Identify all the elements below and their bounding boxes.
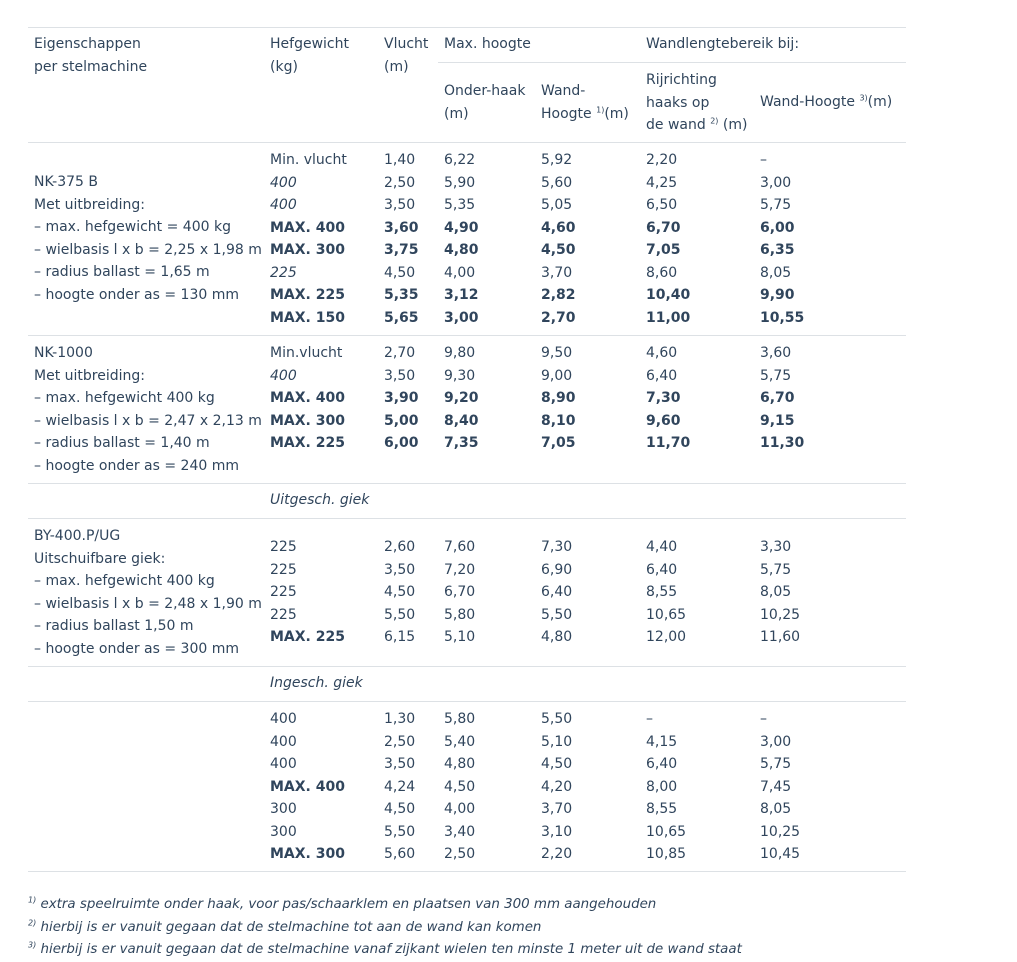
header-direction: Rijrichting haaks op de wand $^{2)}$ (m) [646,72,748,133]
header-max-height: Max. hoogte [444,36,531,52]
table-cell: 6,40 [646,756,678,772]
table-cell: 4,50 [384,584,416,600]
table-cell: 4,15 [646,733,678,750]
table-cell: 6,40 [646,561,678,578]
table-cell: 8,05 [760,584,792,600]
subheader-divider [438,62,906,63]
table-cell: 400 [270,711,297,727]
table-cell: 3,00 [760,733,792,750]
table-cell: 11,60 [760,629,801,645]
label-retracted-boom: Ingesch. giek [270,675,363,691]
table-cell: 5,75 [760,367,792,384]
table-cell: 6,22 [444,152,476,168]
table-cell: 225 [270,561,297,578]
table-cell: 5,10 [444,629,476,645]
table-cell: 12,00 [646,629,687,645]
table-cell: MAX. 400 [270,390,345,406]
table-cell: 8,10 [541,412,576,429]
table-cell: 300 [270,823,297,840]
table-cell: 9,20 [444,390,479,406]
table-cell: 5,60 [384,846,416,862]
table-cell: 5,65 [384,309,419,326]
table-cell: 2,50 [444,846,476,862]
table-cell: 3,90 [384,390,419,406]
table-cell: MAX. 400 [270,778,345,795]
header-wall-range-height: Wand-Hoogte $^{3)}$(m) [760,93,893,110]
table-cell: 3,30 [760,539,792,555]
table-cell: 3,00 [444,309,479,326]
table-cell: 300 [270,801,297,817]
table-cell: 3,50 [384,561,416,578]
section-divider [28,518,906,519]
table-cell: 8,40 [444,412,479,429]
section-divider [28,335,906,336]
label-extended-boom: Uitgesch. giek [270,492,370,508]
table-cell: – [646,711,653,727]
table-cell: 4,50 [541,242,576,258]
table-cell: 6,40 [646,367,678,384]
table-cell: MAX. 300 [270,846,345,862]
table-cell: 4,20 [541,778,573,795]
table-cell: 225 [270,606,297,623]
section-divider [28,666,906,667]
table-cell: 4,80 [444,756,476,772]
header-wall-range: Wandlengtebereik bij: [646,36,800,52]
header-weight: Hefgewicht (kg) [270,36,349,75]
table-cell: 6,00 [760,219,795,236]
table-cell: MAX. 150 [270,309,345,326]
table-cell: 8,90 [541,390,576,406]
header-bottom-border [28,142,906,143]
machine-properties-nk-375b: NK-375 B Met uitbreiding: – max. hefgewicht = 400 kg – wielbasis l x b = 2,25 x 1,98 m – radius ballast = 1,65 m – hoogte onder as = 130 mm [34,174,262,303]
table-cell: 3,75 [384,242,419,258]
table-cell: 6,90 [541,561,573,578]
table-cell: 4,40 [646,539,678,555]
table-cell: 6,35 [760,242,795,258]
table-cell: 3,60 [760,345,792,361]
table-cell: 8,55 [646,801,678,817]
table-cell: 3,00 [760,174,792,191]
table-cell: 4,80 [444,242,479,258]
table-cell: 7,05 [541,435,576,451]
table-cell: 10,55 [760,309,805,326]
table-cell: 6,70 [646,219,681,236]
table-cell: 6,70 [444,584,476,600]
table-cell: 5,60 [541,174,573,191]
table-cell: 5,00 [384,412,419,429]
table-cell: 5,50 [541,711,573,727]
table-cell: 6,50 [646,197,678,213]
table-cell: 2,60 [384,539,416,555]
table-cell: 225 [270,264,297,281]
table-cell: 4,24 [384,778,416,795]
table-cell: 9,90 [760,287,795,303]
table-cell: 1,30 [384,711,416,727]
table-cell: 4,90 [444,219,479,236]
table-cell: 4,50 [384,801,416,817]
table-cell: 7,30 [541,539,573,555]
table-cell: – [760,711,767,727]
table-cell: 4,25 [646,174,678,191]
table-cell: 4,50 [384,264,416,281]
table-cell: 9,00 [541,367,573,384]
table-cell: 5,90 [444,174,476,191]
table-cell: 4,80 [541,629,573,645]
table-cell: 400 [270,174,297,191]
table-cell: 10,45 [760,846,801,862]
table-cell: 6,00 [384,435,419,451]
table-cell: 4,00 [444,801,476,817]
table-cell: 400 [270,756,297,772]
table-cell: 8,60 [646,264,678,281]
table-cell: 7,20 [444,561,476,578]
table-cell: 400 [270,733,297,750]
table-cell: 6,15 [384,629,416,645]
table-cell: 5,35 [444,197,476,213]
table-cell: MAX. 225 [270,629,345,645]
header-properties: Eigenschappen per stelmachine [34,36,148,75]
table-cell: 11,30 [760,435,805,451]
table-cell: 4,60 [646,345,678,361]
table-cell: 4,50 [541,756,573,772]
table-cell: 7,30 [646,390,681,406]
table-cell: 8,05 [760,264,792,281]
table-top-border [28,27,906,28]
table-cell: 8,00 [646,778,678,795]
table-cell: 10,65 [646,823,687,840]
table-cell: 5,50 [384,606,416,623]
table-cell: 6,70 [760,390,795,406]
table-cell: 3,40 [444,823,476,840]
table-cell: 5,75 [760,561,792,578]
table-cell: 6,40 [541,584,573,600]
table-cell: 5,50 [541,606,573,623]
table-cell: – [760,152,767,168]
table-cell: 9,30 [444,367,476,384]
table-cell: 5,05 [541,197,573,213]
table-cell: 9,60 [646,412,681,429]
table-cell: MAX. 300 [270,412,345,429]
table-cell: 2,70 [384,345,416,361]
table-cell: 5,50 [384,823,416,840]
table-cell: 9,15 [760,412,795,429]
table-cell: 11,00 [646,309,691,326]
table-cell: 1,40 [384,152,416,168]
table-cell: 8,05 [760,801,792,817]
table-cell: 10,40 [646,287,691,303]
table-cell: 11,70 [646,435,691,451]
table-cell: 2,20 [541,846,573,862]
table-cell: 225 [270,539,297,555]
table-cell: 7,60 [444,539,476,555]
footnote-1: $^{1)}$ extra speelruimte onder haak, voor pas/schaarklem en plaatsen van 300 mm aangehouden [28,895,657,912]
footnote-3: $^{3)}$ hierbij is er vanuit gegaan dat de stelmachine vanaf zijkant wielen ten minste 1 meter uit de wand staat [28,940,742,957]
table-cell: MAX. 400 [270,219,345,236]
table-cell: 4,00 [444,264,476,281]
table-cell: 3,12 [444,287,479,303]
table-cell: 3,10 [541,823,573,840]
table-cell: 3,50 [384,367,416,384]
table-cell: 10,85 [646,846,687,862]
table-cell: 9,50 [541,345,573,361]
table-cell: MAX. 225 [270,287,345,303]
table-cell: Min.vlucht [270,345,343,361]
table-cell: 3,70 [541,264,573,281]
table-cell: 8,55 [646,584,678,600]
table-cell: 4,50 [444,778,476,795]
footnote-2: $^{2)}$ hierbij is er vanuit gegaan dat de stelmachine tot aan de wand kan komen [28,918,542,935]
table-cell: 5,75 [760,197,792,213]
machine-properties-by-400: BY-400.P/UG Uitschuifbare giek: – max. hefgewicht 400 kg – wielbasis l x b = 2,48 x 1,90 m – radius ballast 1,50 m – hoogte onder as = 300 mm [34,528,262,657]
table-cell: MAX. 300 [270,242,345,258]
table-cell: 7,05 [646,242,681,258]
table-cell: 10,25 [760,823,801,840]
table-cell: 5,92 [541,152,573,168]
table-bottom-border [28,871,906,872]
table-cell: 4,60 [541,219,576,236]
table-cell: 5,80 [444,606,476,623]
table-cell: Min. vlucht [270,152,347,168]
table-cell: 3,70 [541,801,573,817]
machine-properties-nk-1000: NK-1000 Met uitbreiding: – max. hefgewicht 400 kg – wielbasis l x b = 2,47 x 2,13 m – radius ballast = 1,40 m – hoogte onder as = 240 mm [34,345,262,474]
table-cell: MAX. 225 [270,435,345,451]
section-divider [28,701,906,702]
table-cell: 5,10 [541,733,573,750]
table-cell: 5,80 [444,711,476,727]
header-wall-height: Wand- Hoogte $^{1)}$(m) [541,83,629,122]
table-cell: 7,35 [444,435,479,451]
table-cell: 10,25 [760,606,801,623]
table-cell: 5,40 [444,733,476,750]
table-cell: 10,65 [646,606,687,623]
table-cell: 2,20 [646,152,678,168]
table-cell: 9,80 [444,345,476,361]
table-cell: 225 [270,584,297,600]
table-cell: 2,82 [541,287,576,303]
header-under-hook: Onder-haak (m) [444,83,526,122]
table-cell: 2,50 [384,174,416,191]
table-cell: 3,60 [384,219,419,236]
table-cell: 3,50 [384,197,416,213]
header-reach: Vlucht (m) [384,36,429,75]
table-cell: 5,35 [384,287,419,303]
table-cell: 3,50 [384,756,416,772]
section-divider [28,483,906,484]
table-cell: 2,50 [384,733,416,750]
table-cell: 7,45 [760,778,792,795]
table-cell: 5,75 [760,756,792,772]
table-cell: 2,70 [541,309,576,326]
table-cell: 400 [270,197,297,213]
table-cell: 400 [270,367,297,384]
